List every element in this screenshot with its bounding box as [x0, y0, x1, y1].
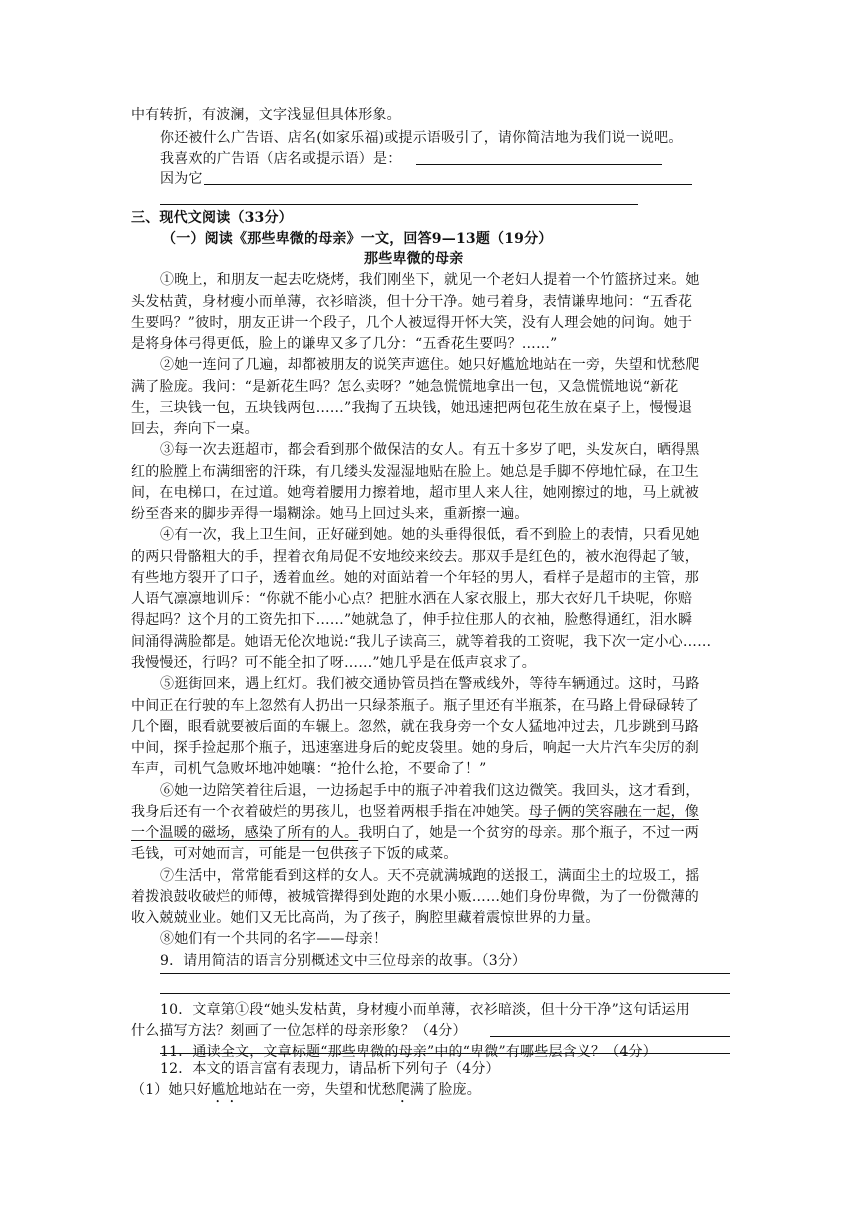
p6-line: 毛钱，可对她而言，可能是一包供孩子下饭的咸菜。 [131, 846, 458, 862]
p1-line: 头发枯黄，身材瘦小而单薄，衣衫暗淡，但十分干净。她弓着身，表情谦卑地问：“五香花 [131, 294, 693, 310]
q12-1-text: 地站在一旁，失望和忧愁 [239, 1082, 396, 1098]
question-9: 9．请用简洁的语言分别概述文中三位母亲的故事。（3分） [160, 953, 527, 969]
q9-answer-line-2[interactable] [160, 993, 730, 994]
question-12-1 [131, 1080, 481, 1106]
p1-line: ①晚上，和朋友一起去吃烧烤，我们刚坐下，就见一个老妇人提着一个竹篮挤过来。她 [160, 272, 700, 288]
question-12: 12．本文的语言富有表现力，请品析下列句子（4分） [160, 1061, 500, 1077]
q9-answer-line-1[interactable] [160, 973, 730, 974]
reason-answer-line-1[interactable] [204, 184, 692, 185]
p4-line: ④有一次，我上卫生间，正好碰到她。她的头垂得很低，看不到脸上的表情，只看见她 [160, 527, 700, 543]
p4-line: 间涌得满脸都是。她语无伦次地说:“我儿子读高三，就等着我的工资呢，我下次一定小心…… [131, 634, 712, 650]
p1-line: 是将身体弓得更低，脸上的谦卑又多了几分：“五香花生要吗？……” [131, 336, 558, 352]
p3-line: ③每一次去逛超市，都会看到那个做保洁的女人。有五十多岁了吧，头发灰白，晒得黑 [160, 442, 700, 458]
p3-line: 纷至沓来的脚步弄得一塌糊涂。她马上回过头来，重新擦一遍。 [131, 506, 529, 522]
question-10-line-2: 什么描写方法？刻画了一位怎样的母亲形象？（4分） [131, 1023, 467, 1039]
q12-1-text: 满了脸庞。 [409, 1082, 481, 1098]
q12-1-text: （1）她只好 [131, 1082, 212, 1098]
p2-line: 满了脸庞。我问：“是新花生吗？怎么卖呀？”她急慌慌地拿出一包，又急慌慌地说“新花 [131, 379, 679, 395]
p5-line: 车声，司机气急败坏地冲她嚷：“抢什么抢，不要命了！” [131, 761, 487, 777]
section-heading: 三、现代文阅读（33分） [131, 210, 293, 226]
p2-line: 生，三块钱一包，五块钱两包……”我掏了五块钱，她迅速把两包花生放在桌子上，慢慢退 [131, 400, 693, 416]
p2-line: ②她一连问了几遍，却都被朋友的说笑声遮住。她只好尴尬地站在一旁，失望和忧愁爬 [160, 357, 700, 373]
q11-answer-line[interactable] [160, 1053, 730, 1054]
p7-line: 收入兢兢业业。她们又无比高尚，为了孩子，胸腔里藏着震惊世界的力量。 [131, 910, 600, 926]
q10-answer-line[interactable] [490, 1036, 730, 1037]
favorite-ad-prompt: 我喜欢的广告语（店名或提示语）是： [160, 151, 402, 167]
question-10-line-1: 10．文章第①段“她头发枯黄，身材瘦小而单薄，衣衫暗淡，但十分干净”这句话运用 [160, 1002, 690, 1018]
p6-underlined-sentence: 一个温暖的磁场，感染了所有的人。 [131, 825, 359, 841]
p6-line: ⑥她一边陪笑着往后退，一边扬起手中的瓶子冲着我们这边微笑。我回头，这才看到， [160, 783, 700, 799]
p4-line: 我慢慢还，行吗？可不能全扣了呀……”她几乎是在低声哀求了。 [131, 655, 536, 671]
p6-line [131, 823, 699, 843]
p4-line: 有些地方裂开了口子，透着血丝。她的对面站着一个年轻的男人，看样子是超市的主管，那 [131, 570, 699, 586]
intro-line-2: 你还被什么广告语、店名(如家乐福)或提示语吸引了，请你简洁地为我们说一说吧。 [160, 130, 683, 146]
p6-text: 我明白了，她是一个贫穷的母亲。那个瓶子，不过一两 [358, 825, 700, 841]
p7-line: ⑦生活中，常常能看到这样的女人。天不亮就满城跑的送报工，满面尘土的垃圾工，摇 [160, 868, 700, 884]
p7-line: 着拨浪鼓收破烂的师傅，被城管撵得到处跑的水果小贩……她们身份卑微，为了一份微薄的 [131, 889, 699, 905]
p6-underlined-sentence: 母子俩的笑容融在一起，像 [528, 804, 700, 820]
article-title: 那些卑微的母亲 [364, 251, 464, 267]
p1-line: 生要吗？”彼时，朋友正讲一个段子，几个人被逗得开怀大笑，没有人理会她的问询。她于 [131, 315, 693, 331]
p6-text: 我身后还有一个衣着破烂的男孩儿，也竖着两根手指在冲她笑。 [131, 804, 529, 820]
reason-prompt: 因为它 [160, 171, 203, 187]
reason-answer-line-2[interactable] [160, 204, 638, 205]
q12-1-emphasis-word: 尴尬 [211, 1082, 240, 1098]
p3-line: 间，在电梯口，在过道。她弯着腰用力擦着地，超市里人来人往，她刚擦过的地，马上就被 [131, 485, 699, 501]
q12-1-emphasis-word: 爬 [395, 1082, 410, 1098]
p8-line: ⑧她们有一个共同的名字——母亲！ [160, 931, 388, 947]
p5-line: 几个圈，眼看就要被后面的车辗上。忽然，就在我身旁一个女人猛地冲过去，几步跳到马路 [131, 719, 699, 735]
p2-line: 回去，奔向下一桌。 [131, 421, 259, 437]
p3-line: 红的脸膛上布满细密的汗珠，有几缕头发湿湿地贴在脸上。她总是手脚不停地忙碌，在卫生 [131, 464, 699, 480]
subsection-heading: （一）阅读《那些卑微的母亲》一文，回答9—13题（19分） [162, 231, 553, 247]
p5-line: ⑤逛街回来，遇上红灯。我们被交通协管员挡在警戒线外，等待车辆通过。这时，马路 [160, 676, 700, 692]
p5-line: 中间，探手捡起那个瓶子，迅速塞进身后的蛇皮袋里。她的身后，响起一大片汽车尖厉的刹 [131, 740, 699, 756]
p4-line: 人语气凛凛地训斥：“你就不能小心点？把脏水洒在人家衣服上，那大衣好几千块呢，你赔 [131, 591, 693, 607]
p4-line: 得起吗？这个月的工资先扣下……”她就急了，伸手拉住那人的衣袖，脸憋得通红，泪水瞬 [131, 612, 693, 628]
intro-line-1: 中有转折，有波澜，文字浅显但具体形象。 [131, 107, 401, 123]
p5-line: 中间正在行驶的车上忽然有人扔出一只绿茶瓶子。瓶子里还有半瓶茶，在马路上骨碌碌转了 [131, 698, 699, 714]
question-11: 11．通读全文，文章标题“那些卑微的母亲”中的“卑微”有哪些层含义？（4分） [160, 1044, 657, 1060]
favorite-ad-answer-line[interactable] [416, 164, 662, 165]
p4-line: 的两只骨骼粗大的手，捏着衣角局促不安地绞来绞去。那双手是红色的，被水泡得起了皱， [131, 549, 699, 565]
p6-line [131, 802, 699, 822]
